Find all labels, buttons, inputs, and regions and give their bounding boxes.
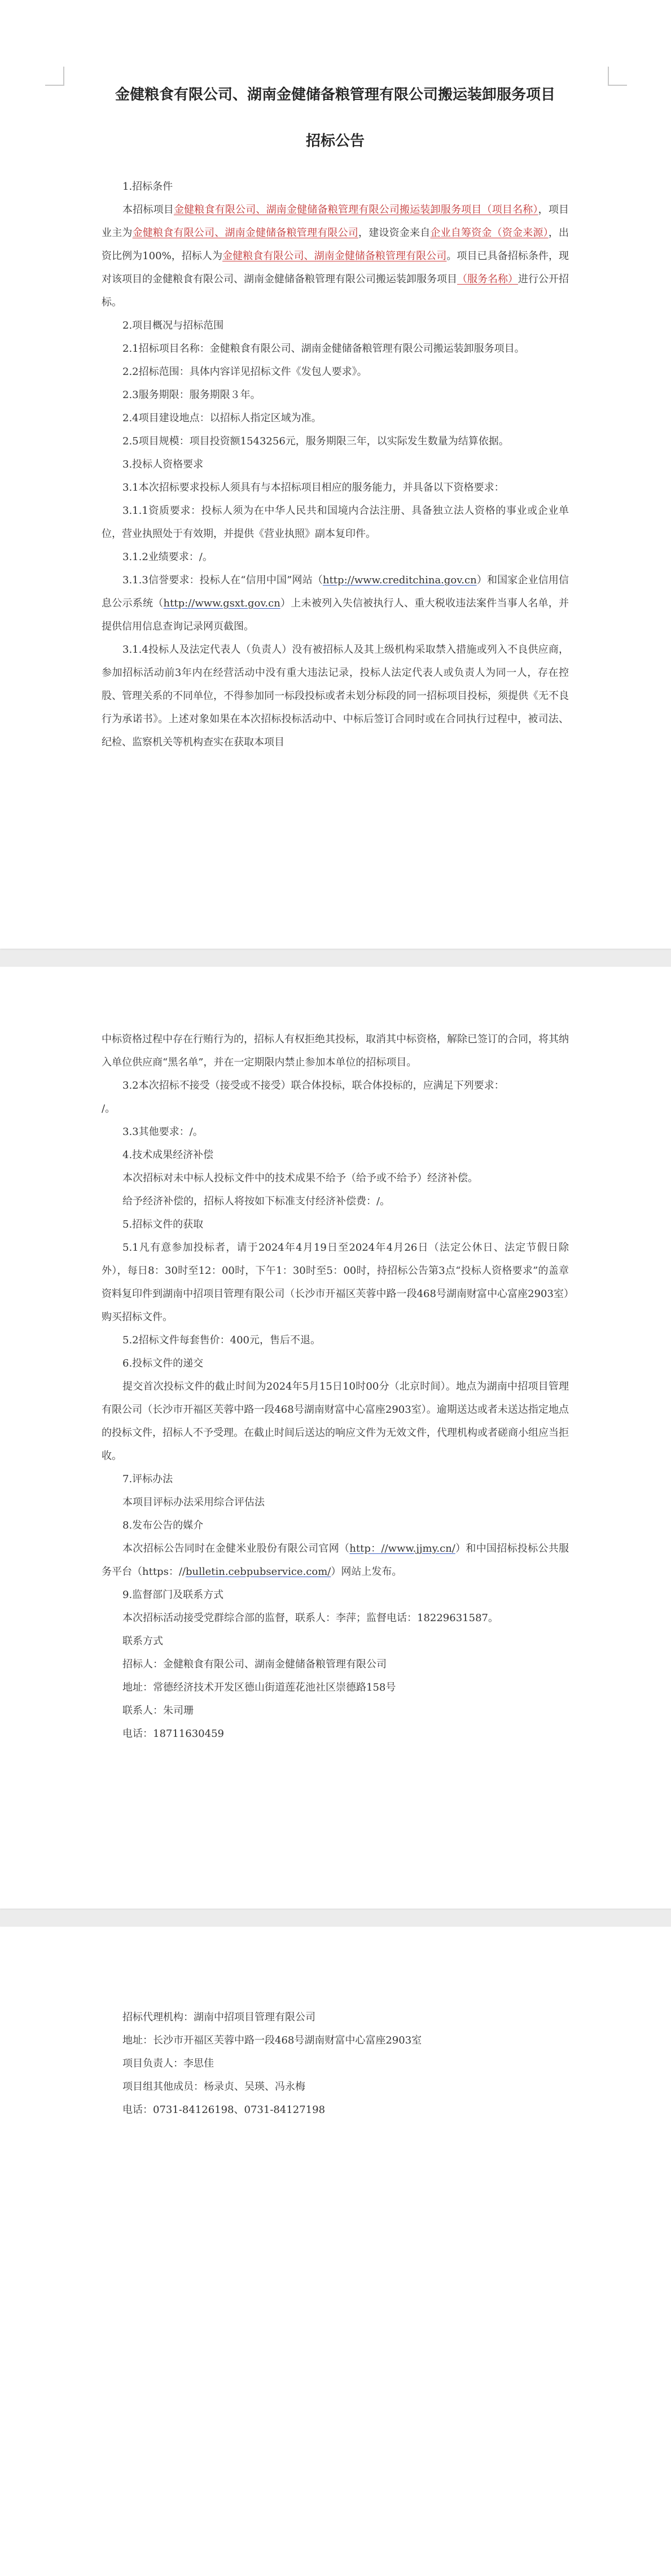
- paragraph: [102, 569, 569, 638]
- agency-line: 招标代理机构：湖南中招项目管理有限公司: [122, 2011, 315, 2023]
- text-span: ）上未被列入失信被执行人、重大税收违法案件当事人名单，并提供信用信息查询记录网页截图。: [102, 597, 569, 632]
- paragraph: 2.2招标范围：具体内容详见招标文件《发包人要求》。: [122, 366, 367, 378]
- jjmy-link[interactable]: http：//www.jjmy.cn/: [349, 1543, 455, 1555]
- section-heading: 4.技术成果经济补偿: [122, 1149, 214, 1161]
- contact-person-line: 联系人：朱司珊: [122, 1705, 194, 1717]
- paragraph: 3.1.2业绩要求：/。: [122, 551, 213, 563]
- cebpubservice-link[interactable]: bulletin.cebpubservice.com/: [185, 1566, 331, 1578]
- text-span: ）和国家企业信用信息公示系统（: [102, 574, 569, 609]
- paragraph: 5.2招标文件每套售价：400元，售后不退。: [122, 1334, 321, 1346]
- paragraph: 2.5项目规模：项目投资额1543256元，服务期限三年，以实际发生数量为结算依据。: [122, 435, 509, 447]
- agency-phone-line: 电话：0731-84126198、0731-84127198: [122, 2104, 326, 2116]
- agency-address-line: 地址：长沙市开福区芙蓉中路一段468号湖南财富中心富座2903室: [122, 2034, 422, 2046]
- highlighted-funding: 企业自筹资金（资金来源）: [430, 227, 549, 239]
- paragraph: 本次招标活动接受党群综合部的监督，联系人：李萍；监督电话：18229631587。: [122, 1612, 498, 1624]
- paragraph: 给予经济补偿的，招标人将按如下标准支付经济补偿费：/。: [122, 1195, 391, 1207]
- section-heading: 1.招标条件: [122, 181, 173, 193]
- paragraph: 提交首次投标文件的截止时间为2024年5月15日10时00分（北京时间）。地点为湖南中招项目管理有限公司（长沙市开福区芙蓉中路一段468号湖南财富中心富座2903室）。逾期送达或者未送达指定地点的投标文件，招标人不予受理。在截止时间后送达的响应文件为无效文件，代理机构或者磋商小组应当拒收。: [102, 1381, 569, 1462]
- contact-heading: 联系方式: [122, 1635, 163, 1647]
- paragraph: [102, 1537, 569, 1583]
- paragraph: /。: [102, 1103, 116, 1115]
- text-span: ，出资比例为100%，招标人为: [102, 227, 569, 262]
- paragraph: 3.1本次招标要求投标人须具有与本招标项目相应的服务能力，并具备以下资格要求：: [122, 482, 505, 494]
- creditchina-link[interactable]: http://www.creditchina.gov.cn: [322, 574, 477, 586]
- text-span: ）和中国招标投标公共服务平台（https：//: [102, 1543, 569, 1578]
- paragraph: 3.1.1资质要求：投标人须为在中华人民共和国境内合法注册、具备独立法人资格的事业或企业单位，营业执照处于有效期，并提供《营业执照》副本复印件。: [102, 505, 569, 540]
- paragraph: 本次招标对未中标人投标文件中的技术成果不给予（给予或不给予）经济补偿。: [122, 1172, 478, 1184]
- text-span: 本次招标公告同时在金健米业股份有限公司官网（: [122, 1543, 350, 1555]
- paragraph: 2.4项目建设地点：以招标人指定区域为准。: [122, 412, 322, 424]
- members-line: 项目组其他成员：杨录贞、吴瑛、冯永梅: [122, 2081, 305, 2093]
- text-span: ，项目业主为: [102, 204, 569, 239]
- text-span: ，建设资金来自: [358, 227, 431, 239]
- text-span: 3.1.3信誉要求：投标人在“信用中国”网站（: [122, 574, 323, 586]
- crop-mark: [45, 67, 64, 86]
- paragraph: 3.2本次招标不接受（接受或不接受）联合体投标，联合体投标的，应满足下列要求：: [122, 1080, 505, 1091]
- section-heading: 6.投标文件的递交: [122, 1357, 204, 1369]
- paragraph: 5.1凡有意参加投标者，请于2024年4月19日至2024年4月26日（法定公休日、法定节假日除外），每日8：30时至12：00时，下午1：30时至5：00时，持招标公告第3点“投标人资格要求”的盖章资料复印件到湖南中招项目管理有限公司（长沙市开福区芙蓉中路一段468号湖南财富中心富座2903室）购买招标文件。: [102, 1242, 569, 1323]
- highlighted-project-name: 金健粮食有限公司、湖南金健储备粮管理有限公司搬运装卸服务项目（项目名称）: [173, 204, 538, 216]
- paragraph: 3.3其他要求：/。: [122, 1126, 203, 1138]
- text-span: ）网站上发布。: [331, 1566, 402, 1578]
- highlighted-owner: 金健粮食有限公司、湖南金健储备粮管理有限公司: [132, 227, 359, 239]
- document-page-2: [0, 967, 671, 1909]
- gsxt-link[interactable]: http://www.gsxt.gov.cn: [163, 597, 280, 609]
- paragraph: 本项目评标办法采用综合评估法: [122, 1496, 265, 1508]
- paragraph: [102, 198, 569, 314]
- section-heading: 9.监督部门及联系方式: [122, 1589, 224, 1601]
- text-span: 本招标项目: [122, 204, 174, 216]
- document-page-1: [0, 0, 671, 949]
- section-heading: 7.评标办法: [122, 1473, 173, 1485]
- crop-mark: [608, 67, 627, 86]
- document-page-3: [0, 1927, 671, 2576]
- highlighted-tenderer: 金健粮食有限公司、湖南金健储备粮管理有限公司: [222, 250, 447, 262]
- text-span: 。项目已具备招标条件，现对该项目的金健粮食有限公司、湖南金健储备粮管理有限公司搬运装卸服务项目: [102, 250, 569, 285]
- project-lead-line: 项目负责人：李思佳: [122, 2058, 214, 2069]
- section-heading: 8.发布公告的媒介: [122, 1520, 204, 1531]
- document-subtitle: 招标公告: [305, 133, 365, 150]
- paragraph: 中标资格过程中存在行贿行为的，招标人有权拒绝其投标，取消其中标资格，解除已签订的合同，将其纳入单位供应商“黑名单”，并在一定期限内禁止参加本单位的招标项目。: [102, 1033, 569, 1068]
- tenderer-line: 招标人：金健粮食有限公司、湖南金健储备粮管理有限公司: [122, 1658, 387, 1670]
- paragraph: 2.3服务期限：服务期限３年。: [122, 389, 261, 401]
- document-title: 金健粮食有限公司、湖南金健储备粮管理有限公司搬运装卸服务项目: [115, 86, 555, 103]
- paragraph: 2.1招标项目名称：金健粮食有限公司、湖南金健储备粮管理有限公司搬运装卸服务项目。: [122, 343, 525, 355]
- text-span: 进行公开招标。: [102, 273, 569, 308]
- phone-line: 电话：18711630459: [122, 1728, 224, 1740]
- paragraph: 3.1.4投标人及法定代表人（负责人）没有被招标人及其上级机构采取禁入措施或列入不良供应商，参加招标活动前3年内在经营活动中没有重大违法记录，投标人法定代表人或负责人为同一人，存在控股、管理关系的不同单位，不得参加同一标段投标或者未划分标段的同一招标项目投标，须提供《无不良行为承诺书》。上述对象如果在本次招标投标活动中、中标后签订合同时或在合同执行过程中，被司法、纪检、监察机关等机构查实在获取本项目: [102, 644, 569, 748]
- section-heading: 3.投标人资格要求: [122, 459, 204, 470]
- highlighted-service-name: （服务名称）: [457, 273, 518, 285]
- section-heading: 2.项目概况与招标范围: [122, 320, 224, 331]
- address-line: 地址：常德经济技术开发区德山街道莲花池社区崇德路158号: [122, 1682, 396, 1693]
- section-heading: 5.招标文件的获取: [122, 1219, 204, 1230]
